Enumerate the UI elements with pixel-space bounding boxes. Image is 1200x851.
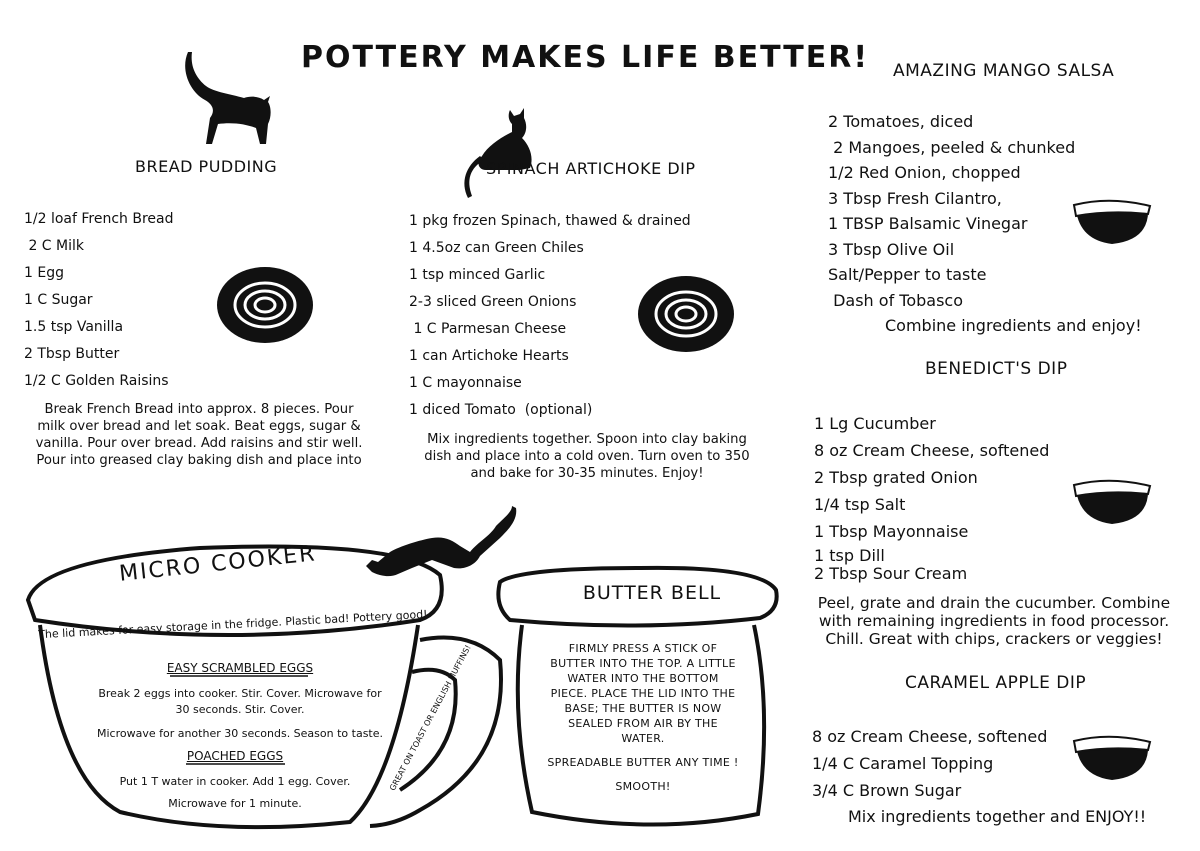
micro-cooker-rim-text: The lid makes for easy storage in the fridge. Plastic bad! Pottery good!	[37, 607, 428, 642]
butter-bell-instructions	[532, 641, 754, 746]
spiral-dish-icon	[217, 267, 313, 343]
butter-bell-smooth: SMOOTH!	[615, 780, 671, 793]
ingredient: 8 oz Cream Cheese, softened	[814, 441, 1050, 460]
instruction-line: WATER INTO THE BOTTOM	[567, 672, 719, 685]
bread-pudding-instructions	[14, 401, 384, 469]
ingredient: 2 Tbsp Butter	[24, 346, 120, 362]
ingredient: 1 C mayonnaise	[409, 375, 522, 391]
bowl-icon	[1074, 737, 1150, 780]
bread-pudding-ingredients	[24, 206, 174, 395]
butter-bell-heading: BUTTER BELL	[582, 582, 722, 604]
ingredient: 1 Tbsp Mayonnaise	[814, 522, 969, 541]
scrambled-eggs-instructions	[80, 686, 400, 742]
ingredient: 2 Tomatoes, diced	[828, 112, 974, 131]
cat-icon	[464, 108, 531, 198]
instruction-line: PIECE. PLACE THE LID INTO THE	[550, 687, 736, 700]
instruction-line: with remaining ingredients in food processor.	[818, 612, 1170, 630]
ingredient: 1/2 loaf French Bread	[24, 211, 174, 227]
ingredient: 1/4 C Caramel Topping	[812, 754, 994, 773]
instruction-line: Pour into greased clay baking dish and place into	[36, 453, 362, 468]
poached-eggs-heading: POACHED EGGS	[186, 749, 284, 763]
ingredient: 1 C Sugar	[24, 292, 93, 308]
ingredient: 1 diced Tomato (optional)	[409, 402, 593, 418]
bowl-icon	[1074, 201, 1150, 244]
ingredient: Salt/Pepper to taste	[828, 265, 987, 284]
ingredient: 1 4.5oz can Green Chiles	[409, 240, 584, 256]
ingredient: 1/2 C Golden Raisins	[24, 373, 169, 389]
instruction-line: Mix ingredients together. Spoon into clay baking	[427, 432, 747, 447]
ingredient: 1 pkg frozen Spinach, thawed & drained	[409, 213, 691, 229]
ingredient: Dash of Tobasco	[828, 290, 964, 310]
ingredient: 3 Tbsp Olive Oil	[828, 239, 955, 259]
benedicts-dip-heading: BENEDICT'S DIP	[925, 359, 1068, 379]
instruction-line: Put 1 T water in cooker. Add 1 egg. Cover.	[119, 775, 351, 788]
ingredient: 1 tsp minced Garlic	[409, 267, 546, 283]
ingredient: 3/4 C Brown Sugar	[812, 781, 962, 800]
ingredient: 1 Lg Cucumber	[814, 414, 936, 433]
instruction-line: Chill. Great with chips, crackers or veggies!	[825, 630, 1163, 648]
instruction-line: vanilla. Pour over bread. Add raisins and stir well.	[35, 436, 363, 451]
ingredient: 1 can Artichoke Hearts	[409, 348, 569, 364]
ingredient: 2-3 sliced Green Onions	[409, 294, 577, 310]
instruction-line: Break 2 eggs into cooker. Stir. Cover. Microwave for	[98, 687, 382, 700]
ingredient: 2 Tbsp grated Onion	[814, 468, 978, 487]
ingredient: 1 tsp Dill	[814, 546, 885, 565]
scrambled-eggs-heading: EASY SCRAMBLED EGGS	[166, 661, 314, 675]
mango-salsa-instructions: Combine ingredients and enjoy!	[885, 316, 1142, 335]
caramel-dip-heading: CARAMEL APPLE DIP	[905, 673, 1087, 693]
ingredient: 2 Tbsp Sour Cream	[814, 564, 968, 583]
micro-cooker-handle-text: GREAT ON TOAST OR ENGLISH MUFFINS!	[388, 643, 473, 793]
ingredient: 3 Tbsp Fresh Cilantro,	[828, 188, 1002, 208]
ingredient: 2 C Milk	[24, 238, 84, 254]
caramel-dip-instructions: Mix ingredients together and ENJOY!!	[848, 807, 1147, 826]
instruction-line: dish and place into a cold oven. Turn oven to 350	[424, 449, 750, 464]
cat-icon	[366, 506, 516, 576]
mango-salsa-ingredients	[828, 109, 1075, 313]
instruction-line: SEALED FROM AIR BY THE	[568, 717, 718, 730]
instruction-line: Break French Bread into approx. 8 pieces. Pour	[44, 402, 354, 417]
instruction-line: WATER.	[621, 732, 665, 745]
bread-pudding-heading: BREAD PUDDING	[135, 157, 278, 176]
micro-cooker-heading: MICRO COOKER	[118, 541, 318, 587]
ingredient: 1.5 tsp Vanilla	[24, 319, 124, 335]
spinach-dip-heading: SPINACH ARTICHOKE DIP	[486, 159, 696, 178]
instruction-line: Microwave for 1 minute.	[168, 797, 302, 810]
instruction-line: BUTTER INTO THE TOP. A LITTLE	[550, 657, 736, 670]
bowl-icon	[1074, 481, 1150, 524]
poached-eggs-instructions	[75, 774, 395, 812]
page-title: POTTERY MAKES LIFE BETTER!	[300, 40, 870, 75]
butter-bell-spread: SPREADABLE BUTTER ANY TIME !	[547, 756, 739, 769]
ingredient: 1 Egg	[24, 265, 64, 281]
benedicts-dip-ingredients	[814, 410, 1049, 581]
ingredient: 1 C Parmesan Cheese	[409, 321, 567, 337]
instruction-line: Microwave for another 30 seconds. Season to taste.	[96, 727, 384, 740]
instruction-line: Peel, grate and drain the cucumber. Combine	[817, 594, 1171, 612]
benedicts-dip-instructions	[808, 594, 1180, 648]
ingredient: 8 oz Cream Cheese, softened	[812, 727, 1048, 746]
ingredient: 1/4 tsp Salt	[814, 495, 906, 514]
instruction-line: and bake for 30-35 minutes. Enjoy!	[470, 466, 704, 481]
instruction-line: 30 seconds. Stir. Cover.	[175, 703, 305, 716]
instruction-line: FIRMLY PRESS A STICK OF	[568, 642, 718, 655]
caramel-dip-ingredients	[812, 723, 1047, 804]
spinach-dip-ingredients	[409, 208, 691, 424]
ingredient: 2 Mangoes, peeled & chunked	[828, 137, 1076, 157]
instruction-line: milk over bread and let soak. Beat eggs, sugar &	[37, 419, 361, 434]
spinach-dip-instructions	[402, 431, 772, 482]
instruction-line: BASE; THE BUTTER IS NOW	[564, 702, 722, 715]
mango-salsa-heading: AMAZING MANGO SALSA	[893, 61, 1115, 81]
ingredient: 1 TBSP Balsamic Vinegar	[828, 214, 1028, 233]
ingredient: 1/2 Red Onion, chopped	[828, 163, 1021, 182]
